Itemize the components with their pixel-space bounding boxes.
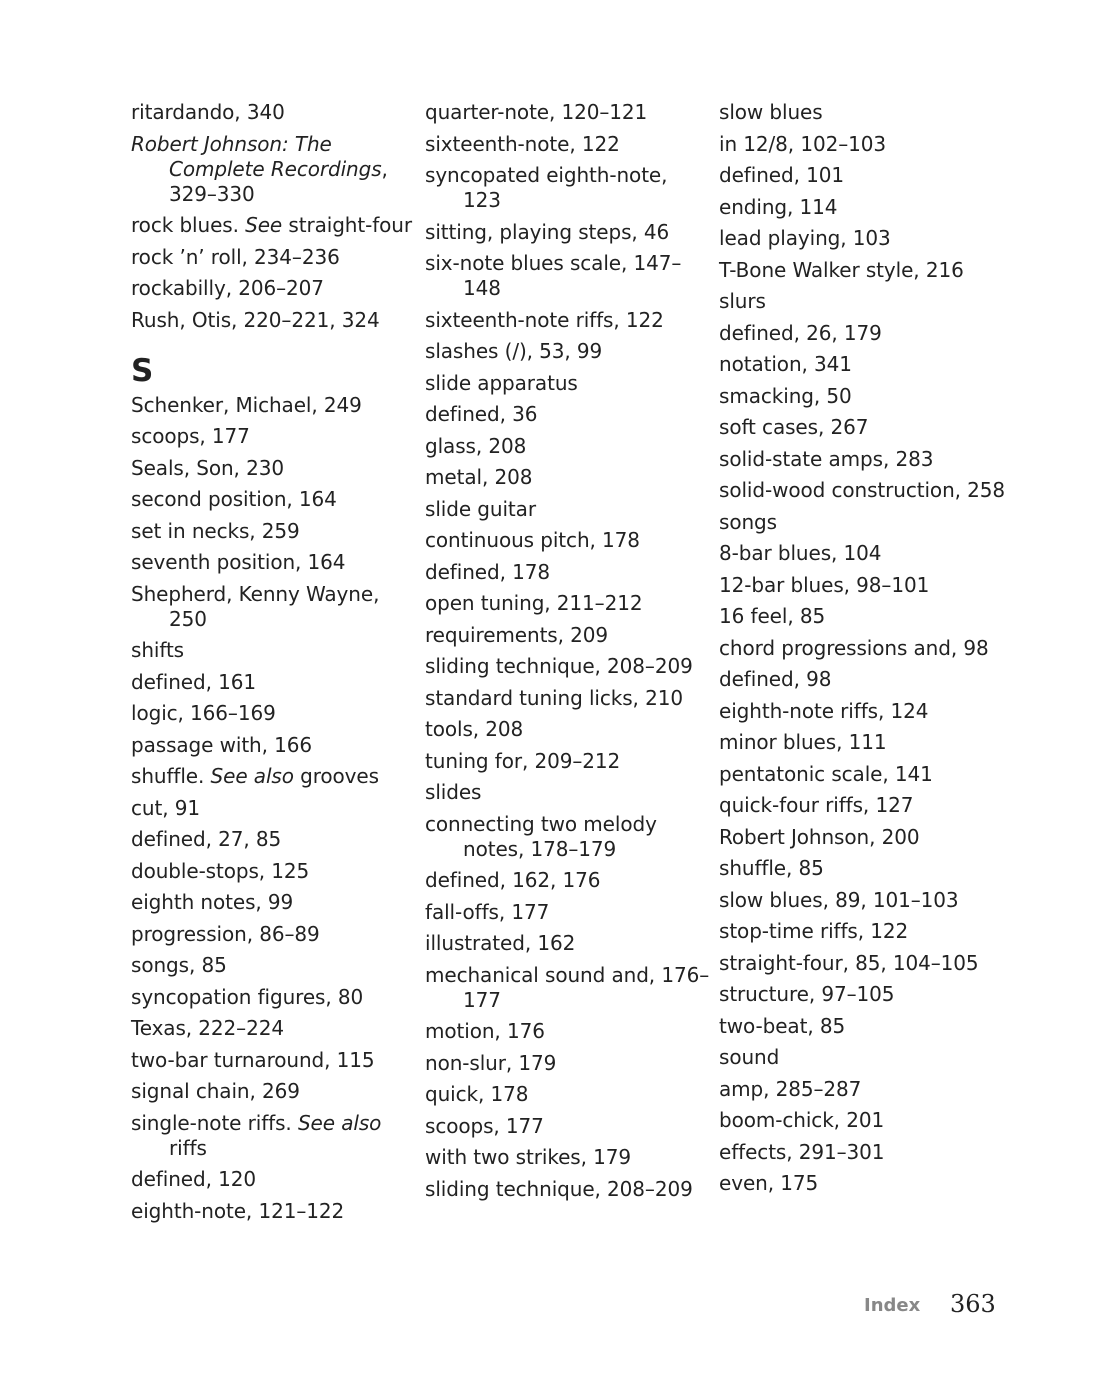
index-subentry: even, 175 <box>719 1171 819 1195</box>
index-entry: slides <box>425 780 482 804</box>
index-subentry: syncopation figures, 80 <box>131 984 364 1009</box>
index-subentry: eighth-note riffs, 124 <box>719 698 929 723</box>
index-subentry: quick-four riffs, 127 <box>719 793 914 817</box>
index-subentry: boom-chick, 201 <box>719 1108 885 1132</box>
index-entry: songs <box>719 509 777 534</box>
index-subentry: two-beat, 85 <box>719 1013 846 1038</box>
index-subentry: defined, 98 <box>719 667 832 691</box>
index-entry: seventh position, 164 <box>131 550 346 574</box>
index-subentry: defined, 36 <box>425 402 538 426</box>
index-entry: slashes (/), 53, 99 <box>425 339 603 363</box>
index-entry: set in necks, 259 <box>131 518 300 543</box>
index-column-2 <box>425 100 710 1208</box>
index-subentry: mechanical sound and, 176–177 <box>425 962 710 1012</box>
index-subentry: passage with, 166 <box>131 732 313 757</box>
index-subentry: effects, 291–301 <box>719 1139 885 1164</box>
index-subentry: glass, 208 <box>425 433 527 458</box>
index-subentry: cut, 91 <box>131 795 200 820</box>
index-subentry: non-slur, 179 <box>425 1050 557 1075</box>
index-entry: slow blues <box>719 100 823 124</box>
index-entry: scoops, 177 <box>131 424 250 448</box>
index-subentry: syncopated eighth-note, 123 <box>425 163 668 212</box>
index-subentry: logic, 166–169 <box>131 701 276 725</box>
index-subentry: stop-time riffs, 122 <box>719 919 909 943</box>
index-subentry: eighth notes, 99 <box>131 890 294 914</box>
index-entry: solid-state amps, 283 <box>719 446 934 471</box>
index-subentry: 16 feel, 85 <box>719 604 826 628</box>
index-subentry: defined, 101 <box>719 163 844 187</box>
index-subentry: defined, 162, 176 <box>425 868 601 892</box>
index-entry: Rush, Otis, 220–221, 324 <box>131 307 380 332</box>
index-subentry: ending, 114 <box>719 194 838 219</box>
index-subentry: two-bar turnaround, 115 <box>131 1047 375 1072</box>
index-entry: second position, 164 <box>131 487 337 511</box>
running-footer-label: Index <box>864 1295 921 1316</box>
index-subentry: fall-offs, 177 <box>425 899 550 924</box>
index-column-3 <box>719 100 1009 1203</box>
index-subentry: songs, 85 <box>131 953 227 977</box>
index-entry: soft cases, 267 <box>719 415 869 439</box>
index-entry: Robert Johnson: The Complete Recordings, 329–330 <box>131 131 388 206</box>
index-entry: slurs <box>719 289 766 313</box>
index-entry: slide apparatus <box>425 370 578 395</box>
index-subentry: quarter-note, 120–121 <box>425 100 648 124</box>
index-subentry: progression, 86–89 <box>131 921 320 946</box>
index-entry: rockabilly, 206–207 <box>131 276 324 300</box>
index-subentry: open tuning, 211–212 <box>425 591 643 615</box>
index-subentry: 8-bar blues, 104 <box>719 541 882 565</box>
index-entry: rock blues. See straight-four <box>131 213 413 237</box>
index-subentry: Texas, 222–224 <box>131 1016 284 1040</box>
page-footer <box>864 1290 994 1324</box>
index-subentry: pentatonic scale, 141 <box>719 761 933 786</box>
index-subentry: scoops, 177 <box>425 1113 544 1138</box>
index-subentry: straight-four, 85, 104–105 <box>719 950 979 975</box>
index-column-1 <box>131 100 416 1230</box>
index-subentry: T-Bone Walker style, 216 <box>719 257 964 282</box>
index-entry: single-note riffs. See also riffs <box>131 1110 382 1160</box>
index-entry: Seals, Son, 230 <box>131 455 284 480</box>
index-entry: sliding technique, 208–209 <box>425 1176 693 1201</box>
index-entry: smacking, 50 <box>719 383 852 408</box>
index-subentry: tools, 208 <box>425 717 524 741</box>
index-entry: rock ’n’ roll, 234–236 <box>131 244 340 269</box>
index-subentry: defined, 161 <box>131 669 256 694</box>
index-subentry: minor blues, 111 <box>719 730 887 754</box>
index-subentry: quick, 178 <box>425 1082 529 1106</box>
index-entry: six-note blues scale, 147–148 <box>425 251 682 300</box>
index-subentry: defined, 178 <box>425 559 550 584</box>
index-entry: signal chain, 269 <box>131 1079 300 1103</box>
index-subentry: illustrated, 162 <box>425 931 576 955</box>
index-entry: ritardando, 340 <box>131 100 285 124</box>
index-subentry: metal, 208 <box>425 465 533 489</box>
index-subentry: Robert Johnson, 200 <box>719 824 920 849</box>
index-subentry: requirements, 209 <box>425 622 609 647</box>
index-entry: sitting, playing steps, 46 <box>425 219 670 244</box>
index-subentry: defined, 120 <box>131 1167 256 1191</box>
index-subentry: lead playing, 103 <box>719 226 891 250</box>
index-subentry: sixteenth-note, 122 <box>425 131 620 156</box>
index-entry: slide guitar <box>425 496 536 521</box>
index-entry: Shepherd, Kenny Wayne, 250 <box>131 581 380 631</box>
index-subentry: 12-bar blues, 98–101 <box>719 572 930 597</box>
index-entry: sixteenth-note riffs, 122 <box>425 307 664 332</box>
index-subentry: in 12/8, 102–103 <box>719 131 886 156</box>
index-entry: Schenker, Michael, 249 <box>131 392 362 417</box>
index-subentry: standard tuning licks, 210 <box>425 685 683 710</box>
index-subentry: slow blues, 89, 101–103 <box>719 887 959 912</box>
index-entry: shuffle. See also grooves <box>131 764 379 788</box>
index-subentry: shuffle, 85 <box>719 856 824 880</box>
index-subentry: motion, 176 <box>425 1019 545 1043</box>
index-subentry: tuning for, 209–212 <box>425 748 621 773</box>
index-subentry: connecting two melody notes, 178–179 <box>425 811 657 861</box>
index-entry: shifts <box>131 638 185 662</box>
section-letter-heading: S <box>131 352 154 389</box>
index-subentry: double-stops, 125 <box>131 858 310 883</box>
index-subentry: chord progressions and, 98 <box>719 635 989 660</box>
index-subentry: defined, 26, 179 <box>719 320 882 345</box>
index-subentry: eighth-note, 121–122 <box>131 1198 345 1223</box>
index-entry: sound <box>719 1045 780 1069</box>
page-number: 363 <box>950 1290 996 1318</box>
index-subentry: amp, 285–287 <box>719 1076 862 1101</box>
index-subentry: with two strikes, 179 <box>425 1145 632 1169</box>
index-subentry: structure, 97–105 <box>719 982 895 1006</box>
index-subentry: sliding technique, 208–209 <box>425 654 693 678</box>
index-subentry: continuous pitch, 178 <box>425 528 640 552</box>
index-subentry: notation, 341 <box>719 352 852 376</box>
index-subentry: defined, 27, 85 <box>131 827 282 851</box>
index-entry: solid-wood construction, 258 <box>719 478 1006 502</box>
